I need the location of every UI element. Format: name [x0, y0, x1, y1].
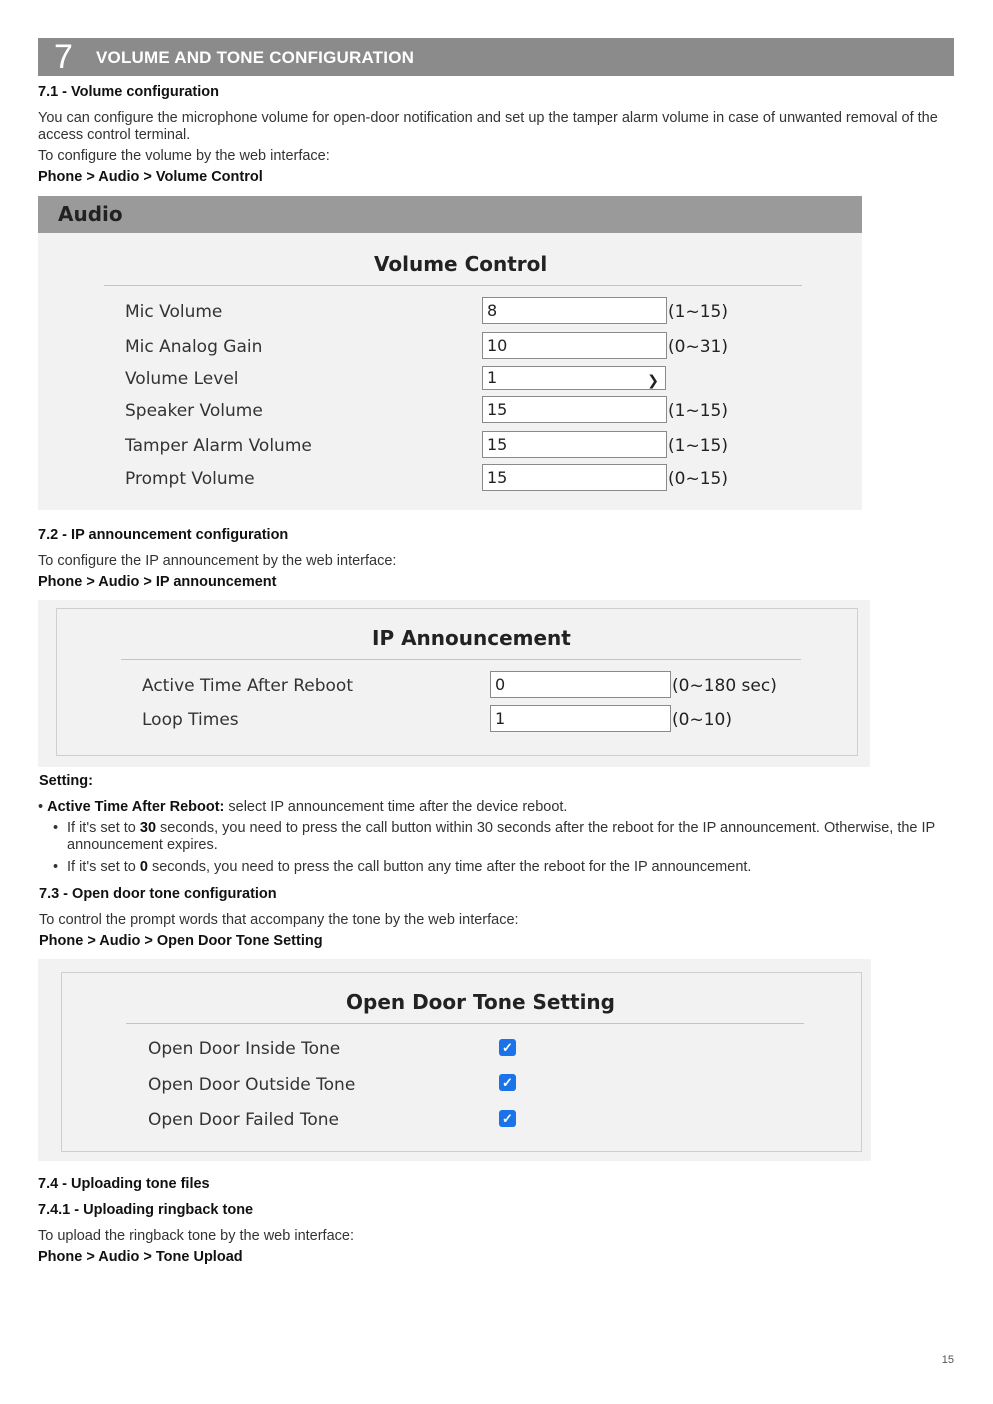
heading-7-4: 7.4 - Uploading tone files: [38, 1176, 210, 1192]
loop-times-label: Loop Times: [142, 710, 239, 730]
ip-announcement-title: IP Announcement: [372, 626, 571, 650]
heading-7-1: 7.1 - Volume configuration: [38, 84, 219, 100]
bullet-3-dot: •: [53, 859, 59, 875]
mic-analog-gain-range: (0~31): [668, 337, 728, 357]
ip-announcement-panel: [38, 600, 870, 767]
volume-level-select[interactable]: [482, 366, 666, 390]
prompt-volume-range: (0~15): [668, 469, 728, 489]
bullet-2-dot: •: [53, 820, 59, 836]
mic-volume-input[interactable]: 8: [482, 297, 667, 324]
bullet-3-bold: 0: [139, 859, 148, 875]
inside-tone-checkbox[interactable]: ✓: [499, 1039, 516, 1056]
failed-tone-checkbox[interactable]: ✓: [499, 1110, 516, 1127]
heading-7-4-1: 7.4.1 - Uploading ringback tone: [38, 1202, 254, 1218]
path-ip-announcement: Phone > Audio > IP announcement: [38, 574, 277, 590]
active-time-input[interactable]: 0: [490, 671, 671, 698]
path-volume-control: Phone > Audio > Volume Control: [38, 169, 263, 185]
heading-7-3: 7.3 - Open door tone configuration: [39, 886, 277, 902]
chevron-down-icon: ❯: [647, 373, 659, 389]
para-7-3: To control the prompt words that accompany the tone by the web interface:: [39, 912, 519, 928]
para-7-2: To configure the IP announcement by the web interface:: [38, 553, 397, 569]
prompt-volume-input[interactable]: 15: [482, 464, 667, 491]
tamper-alarm-volume-input[interactable]: 15: [482, 431, 667, 458]
para-7-1: You can configure the microphone volume for open-door notification and set up the tamper alarm volume in case of unwanted removal of the access control terminal.: [38, 110, 938, 143]
bullet-2-pre: If it's set to: [67, 820, 140, 836]
outside-tone-checkbox[interactable]: ✓: [499, 1074, 516, 1091]
volume-level-label: Volume Level: [125, 369, 239, 389]
volume-control-title: Volume Control: [374, 252, 548, 276]
para-7-4: To upload the ringback tone by the web interface:: [38, 1228, 354, 1244]
tamper-alarm-volume-label: Tamper Alarm Volume: [125, 436, 312, 456]
bullet-3: [67, 859, 751, 875]
mic-volume-range: (1~15): [668, 302, 728, 322]
failed-tone-label: Open Door Failed Tone: [148, 1110, 339, 1130]
speaker-volume-range: (1~15): [668, 401, 728, 421]
outside-tone-label: Open Door Outside Tone: [148, 1075, 356, 1095]
bullet-1-bold: Active Time After Reboot:: [47, 799, 225, 815]
bullet-1: [38, 799, 567, 815]
para-7-1-b: To configure the volume by the web interface:: [38, 148, 330, 164]
mic-analog-gain-label: Mic Analog Gain: [125, 337, 263, 357]
divider: [126, 1023, 804, 1024]
mic-analog-gain-input[interactable]: 10: [482, 332, 667, 359]
speaker-volume-label: Speaker Volume: [125, 401, 263, 421]
page-number: 15: [941, 1354, 954, 1366]
open-door-tone-panel: [38, 959, 871, 1161]
loop-times-input[interactable]: 1: [490, 705, 671, 732]
open-door-tone-title: Open Door Tone Setting: [346, 990, 615, 1014]
active-time-range: (0~180 sec): [672, 676, 777, 696]
volume-level-value: 1: [487, 368, 498, 387]
divider: [104, 285, 802, 286]
path-open-door-tone: Phone > Audio > Open Door Tone Setting: [39, 933, 323, 949]
audio-panel: [38, 196, 862, 510]
bullet-2: [67, 820, 955, 854]
loop-times-range: (0~10): [672, 710, 732, 730]
bullet-3-pre: If it's set to: [67, 859, 140, 875]
bullet-3-text: seconds, you need to press the call button any time after the reboot for the IP announcement.: [147, 859, 752, 875]
bullet-2-bold: 30: [139, 820, 157, 836]
tamper-alarm-volume-range: (1~15): [668, 436, 728, 456]
audio-header-title: Audio: [58, 202, 123, 226]
audio-header: [38, 196, 862, 233]
bullet-1-text: select IP announcement time after the device reboot.: [224, 799, 568, 815]
active-time-label: Active Time After Reboot: [142, 676, 353, 696]
inside-tone-label: Open Door Inside Tone: [148, 1039, 341, 1059]
bullet-2-text: seconds, you need to press the call button within 30 seconds after the reboot for the IP announcement. Otherwise, the IP announcement expires.: [67, 820, 935, 853]
section-banner: [38, 38, 954, 76]
speaker-volume-input[interactable]: 15: [482, 396, 667, 423]
bullet-dot: •: [38, 799, 48, 815]
heading-7-2: 7.2 - IP announcement configuration: [38, 527, 289, 543]
section-number: 7: [54, 38, 73, 76]
mic-volume-label: Mic Volume: [125, 302, 223, 322]
setting-heading: Setting:: [39, 773, 93, 789]
divider: [121, 659, 801, 660]
path-tone-upload: Phone > Audio > Tone Upload: [38, 1249, 243, 1265]
prompt-volume-label: Prompt Volume: [125, 469, 255, 489]
section-title: VOLUME AND TONE CONFIGURATION: [96, 48, 415, 67]
